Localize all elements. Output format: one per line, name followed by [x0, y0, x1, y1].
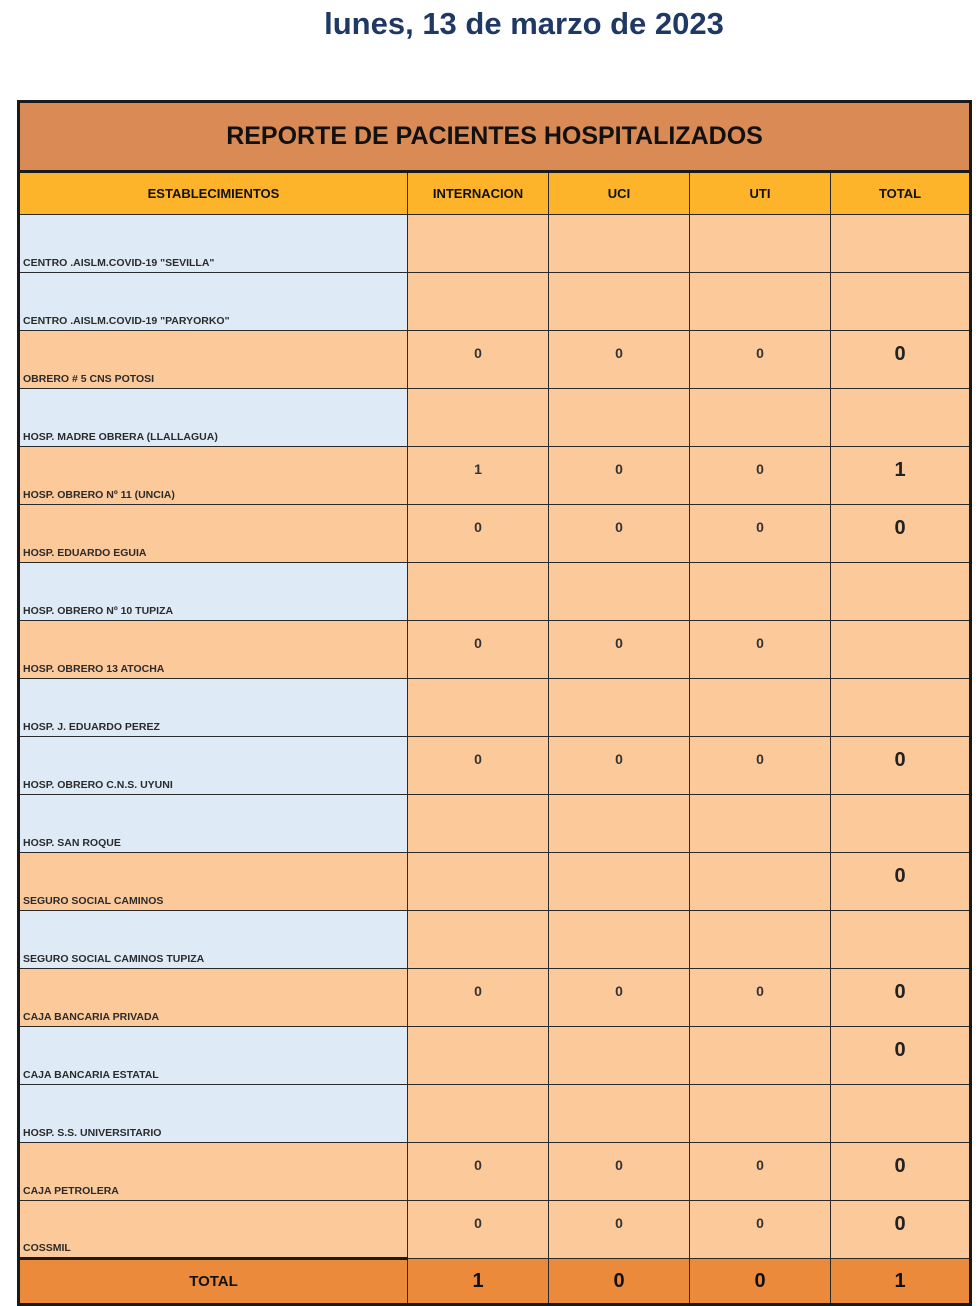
uci-cell: 0 [549, 621, 690, 679]
internacion-cell: 0 [408, 737, 549, 795]
table-row [19, 505, 971, 563]
total-cell [831, 911, 971, 969]
uti-cell [690, 273, 831, 331]
uti-cell: 0 [690, 969, 831, 1027]
internacion-cell: 0 [408, 331, 549, 389]
total-cell: 0 [831, 853, 971, 911]
col-header-total: TOTAL [831, 172, 971, 215]
uti-cell: 0 [690, 621, 831, 679]
total-cell: 0 [831, 1201, 971, 1259]
internacion-cell [408, 853, 549, 911]
internacion-cell: 0 [408, 505, 549, 563]
table-row [19, 389, 971, 447]
internacion-cell [408, 679, 549, 737]
internacion-cell: 0 [408, 1201, 549, 1259]
internacion-cell [408, 563, 549, 621]
col-header-establecimientos: ESTABLECIMIENTOS [19, 172, 408, 215]
table-row [19, 1027, 971, 1085]
internacion-cell [408, 273, 549, 331]
table-row [19, 679, 971, 737]
internacion-cell: 0 [408, 1143, 549, 1201]
establishment-name: HOSP. EDUARDO EGUIA [19, 505, 408, 563]
establishment-name: OBRERO # 5 CNS POTOSI [19, 331, 408, 389]
table-row [19, 795, 971, 853]
internacion-cell [408, 389, 549, 447]
total-cell: 0 [831, 737, 971, 795]
total-cell [831, 389, 971, 447]
table-row [19, 215, 971, 273]
internacion-cell: 0 [408, 621, 549, 679]
table-row [19, 621, 971, 679]
uti-cell [690, 679, 831, 737]
uci-cell: 0 [549, 969, 690, 1027]
uti-cell [690, 215, 831, 273]
uti-cell [690, 795, 831, 853]
totals-uti: 0 [690, 1259, 831, 1305]
internacion-cell [408, 1085, 549, 1143]
table-row [19, 447, 971, 505]
establishment-name: HOSP. S.S. UNIVERSITARIO [19, 1085, 408, 1143]
internacion-cell: 0 [408, 969, 549, 1027]
table-row [19, 1085, 971, 1143]
uci-cell [549, 679, 690, 737]
uti-cell: 0 [690, 331, 831, 389]
totals-uci: 0 [549, 1259, 690, 1305]
uci-cell [549, 911, 690, 969]
table-row [19, 563, 971, 621]
report-table [17, 100, 972, 1306]
total-cell: 0 [831, 331, 971, 389]
establishment-name: CENTRO .AISLM.COVID-19 "PARYORKO" [19, 273, 408, 331]
report-title: REPORTE DE PACIENTES HOSPITALIZADOS [19, 102, 971, 172]
total-cell: 0 [831, 1027, 971, 1085]
uti-cell [690, 563, 831, 621]
table-row [19, 969, 971, 1027]
total-cell [831, 795, 971, 853]
uci-cell: 0 [549, 737, 690, 795]
table-row [19, 1201, 971, 1259]
establishment-name: HOSP. OBRERO C.N.S. UYUNI [19, 737, 408, 795]
total-cell: 0 [831, 1143, 971, 1201]
establishment-name: CAJA PETROLERA [19, 1143, 408, 1201]
establishment-name: HOSP. OBRERO 13 ATOCHA [19, 621, 408, 679]
uti-cell: 0 [690, 505, 831, 563]
table-row [19, 737, 971, 795]
uci-cell: 0 [549, 1143, 690, 1201]
internacion-cell [408, 1027, 549, 1085]
establishment-name: SEGURO SOCIAL CAMINOS [19, 853, 408, 911]
totals-label: TOTAL [19, 1259, 408, 1305]
total-cell: 0 [831, 969, 971, 1027]
internacion-cell: 1 [408, 447, 549, 505]
uti-cell: 0 [690, 447, 831, 505]
establishment-name: HOSP. OBRERO Nº 11 (UNCIA) [19, 447, 408, 505]
internacion-cell [408, 911, 549, 969]
totals-total: 1 [831, 1259, 971, 1305]
total-cell [831, 679, 971, 737]
uci-cell [549, 1027, 690, 1085]
table-row [19, 853, 971, 911]
internacion-cell [408, 215, 549, 273]
totals-internacion: 1 [408, 1259, 549, 1305]
table-row [19, 1143, 971, 1201]
total-cell [831, 563, 971, 621]
table-row [19, 331, 971, 389]
header-row [19, 172, 971, 215]
establishment-name: CAJA BANCARIA ESTATAL [19, 1027, 408, 1085]
uti-cell [690, 853, 831, 911]
internacion-cell [408, 795, 549, 853]
establishment-name: HOSP. J. EDUARDO PEREZ [19, 679, 408, 737]
uci-cell [549, 795, 690, 853]
uti-cell [690, 1085, 831, 1143]
uci-cell: 0 [549, 331, 690, 389]
total-cell: 0 [831, 505, 971, 563]
uti-cell [690, 911, 831, 969]
establishment-name: HOSP. MADRE OBRERA (LLALLAGUA) [19, 389, 408, 447]
col-header-uci: UCI [549, 172, 690, 215]
total-cell [831, 215, 971, 273]
total-cell [831, 273, 971, 331]
col-header-internacion: INTERNACION [408, 172, 549, 215]
uci-cell [549, 563, 690, 621]
establishment-name: HOSP. OBRERO Nº 10 TUPIZA [19, 563, 408, 621]
uti-cell: 0 [690, 1143, 831, 1201]
total-cell: 1 [831, 447, 971, 505]
uti-cell: 0 [690, 737, 831, 795]
uci-cell [549, 273, 690, 331]
table-row [19, 273, 971, 331]
uci-cell [549, 389, 690, 447]
establishment-name: COSSMIL [19, 1201, 408, 1259]
uci-cell [549, 215, 690, 273]
establishment-name: CENTRO .AISLM.COVID-19 "SEVILLA" [19, 215, 408, 273]
uci-cell: 0 [549, 447, 690, 505]
col-header-uti: UTI [690, 172, 831, 215]
establishment-name: SEGURO SOCIAL CAMINOS TUPIZA [19, 911, 408, 969]
uci-cell [549, 1085, 690, 1143]
establishment-name: HOSP. SAN ROQUE [19, 795, 408, 853]
uti-cell: 0 [690, 1201, 831, 1259]
total-cell [831, 1085, 971, 1143]
table-row [19, 911, 971, 969]
uci-cell: 0 [549, 1201, 690, 1259]
totals-row [19, 1259, 971, 1305]
total-cell [831, 621, 971, 679]
uti-cell [690, 1027, 831, 1085]
uci-cell [549, 853, 690, 911]
establishment-name: CAJA BANCARIA PRIVADA [19, 969, 408, 1027]
uci-cell: 0 [549, 505, 690, 563]
uti-cell [690, 389, 831, 447]
report-date: lunes, 13 de marzo de 2023 [324, 6, 724, 41]
